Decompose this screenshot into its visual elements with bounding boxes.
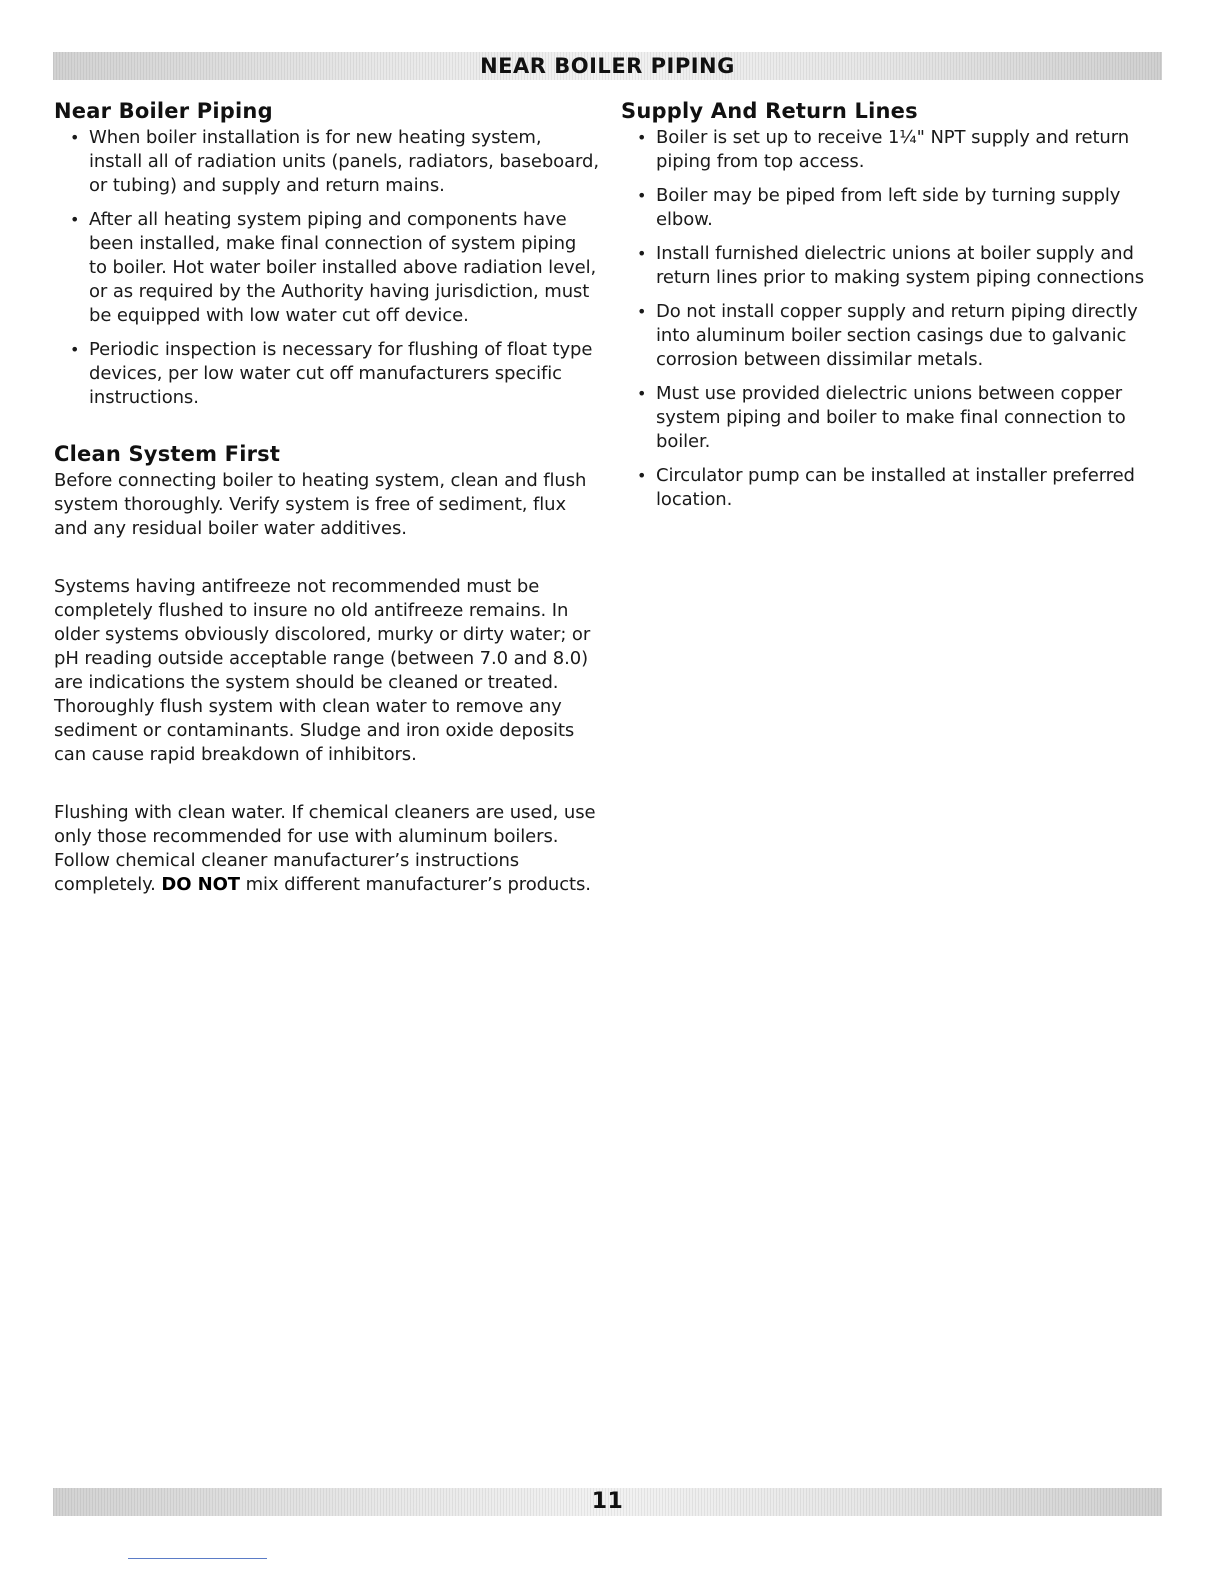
- do-not-warning: DO NOT: [161, 874, 240, 895]
- clean-system-paragraph-3: Flushing with clean water. If chemical cleaners are used, use only those recommended for use with aluminum boilers. Follow chemical cleaner manufacturer’s instructions completely. DO NOT mix different manufacturer’s products.: [54, 802, 596, 895]
- bullet-icon: •: [637, 128, 647, 147]
- supply-return-list: [621, 126, 1161, 512]
- near-boiler-piping-heading: Near Boiler Piping: [54, 99, 273, 123]
- bullet-icon: •: [70, 128, 80, 147]
- section-title: NEAR BOILER PIPING: [480, 54, 735, 78]
- list-item: • Install furnished dielectric unions at boiler supply and return lines prior to making system piping connections: [637, 243, 1145, 288]
- near-boiler-piping-list: [54, 126, 599, 410]
- supply-return-heading: Supply And Return Lines: [621, 99, 918, 123]
- list-item: • After all heating system piping and components have been installed, make final connection of system piping to boiler. Hot water boiler installed above radiation level, or as required by the Authority having jurisdiction, must be equipped with low water cut off device.: [70, 209, 597, 326]
- right-column: [621, 96, 1161, 522]
- clean-system-paragraph-2: Systems having antifreeze not recommended must be completely flushed to insure no old antifreeze remains. In older systems obviously discolored, murky or dirty water; or pH reading outside acceptable range (between 7.0 and 8.0) are indications the system should be cleaned or treated. Thoroughly flush system with clean water to remove any sediment or contaminants. Sludge and iron oxide deposits can cause rapid breakdown of inhibitors.: [54, 576, 591, 765]
- bullet-icon: •: [637, 186, 647, 205]
- footer-divider-line: [128, 1558, 267, 1559]
- bullet-icon: •: [70, 340, 80, 359]
- section-header-banner: [53, 52, 1162, 80]
- bullet-icon: •: [637, 384, 647, 403]
- page-number: 11: [591, 1489, 624, 1514]
- clean-system-heading: Clean System First: [54, 442, 281, 466]
- list-item: • When boiler installation is for new heating system, install all of radiation units (panels, radiators, baseboard, or tubing) and supply and return mains.: [70, 127, 599, 196]
- bullet-icon: •: [637, 466, 647, 485]
- list-item: • Circulator pump can be installed at installer preferred location.: [637, 465, 1135, 510]
- bullet-icon: •: [637, 302, 647, 321]
- list-item: • Periodic inspection is necessary for flushing of float type devices, per low water cut off manufacturers specific instructions.: [70, 339, 593, 408]
- list-item: • Must use provided dielectric unions between copper system piping and boiler to make final connection to boiler.: [637, 383, 1126, 452]
- list-item: • Boiler may be piped from left side by turning supply elbow.: [637, 185, 1121, 230]
- clean-system-paragraph-1: Before connecting boiler to heating system, clean and flush system thoroughly. Verify system is free of sediment, flux and any residual boiler water additives.: [54, 470, 587, 539]
- list-item: • Boiler is set up to receive 1¼" NPT supply and return piping from top access.: [637, 127, 1130, 172]
- bullet-icon: •: [637, 244, 647, 263]
- page-footer-banner: [53, 1488, 1162, 1516]
- left-column: [54, 96, 599, 897]
- bullet-icon: •: [70, 210, 80, 229]
- list-item: • Do not install copper supply and return piping directly into aluminum boiler section casings due to galvanic corrosion between dissimilar metals.: [637, 301, 1138, 370]
